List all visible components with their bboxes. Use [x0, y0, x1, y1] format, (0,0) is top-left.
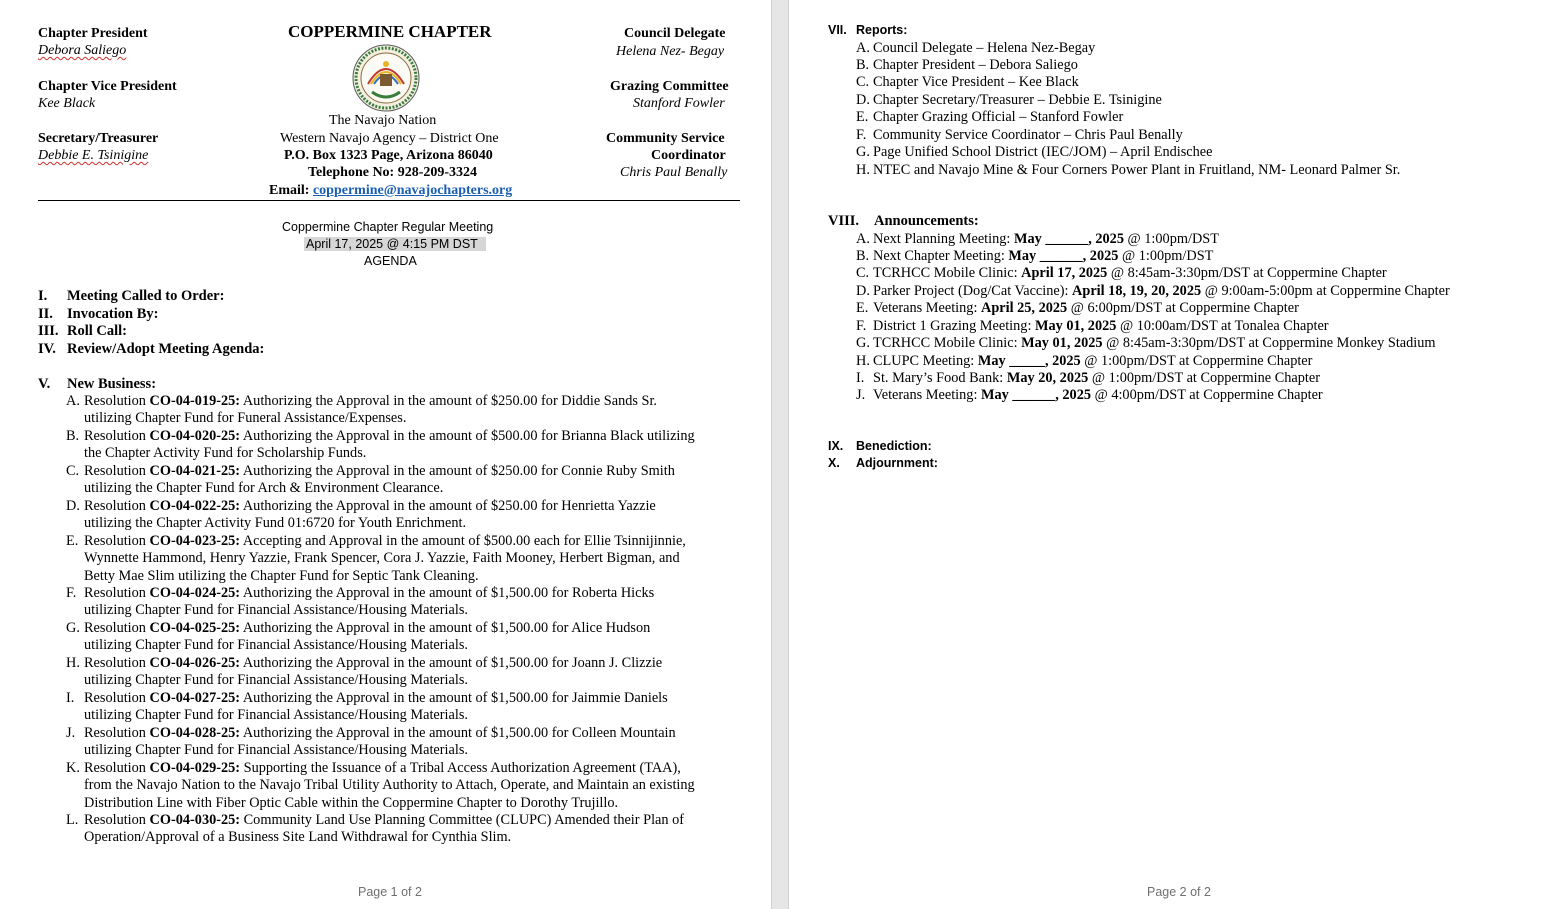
section-new-business: V. New Business:: [38, 376, 157, 392]
resolution-item: K. Resolution CO-04-029-25: Supporting the Issuance of a Tribal Access Authorization Agreement (TAA), from the Navajo Nation to the Navajo Tribal Utility Authority to Attach, Operate, and Maintain an existing Distribution Line with Fiber Optic Cable within the Coppermine Chapter to Dorothy Trujillo.: [66, 760, 695, 811]
section-roll-call: III. Roll Call:: [38, 323, 128, 339]
chapter-email-line: [269, 182, 512, 199]
chapter-name: COPPERMINE CHAPTER: [288, 22, 492, 41]
nation-name: The Navajo Nation: [329, 113, 437, 128]
announcement-item: H. CLUPC Meeting: May _____, 2025 @ 1:00pm/DST at Coppermine Chapter: [856, 353, 1313, 369]
announcement-item: F. District 1 Grazing Meeting: May 01, 2025 @ 10:00am/DST at Tonalea Chapter: [856, 318, 1329, 334]
chapter-address: P.O. Box 1323 Page, Arizona 86040: [284, 148, 493, 163]
vice-president-title: Chapter Vice President: [38, 79, 177, 94]
community-service-title-line2: Coordinator: [651, 148, 726, 163]
report-item: A. Council Delegate – Helena Nez-Begay: [856, 40, 1096, 56]
meeting-title: Coppermine Chapter Regular Meeting: [282, 220, 494, 234]
announcement-item: I. St. Mary’s Food Bank: May 20, 2025 @ 1:00pm/DST at Coppermine Chapter: [856, 370, 1320, 386]
report-item: G. Page Unified School District (IEC/JOM) – April Endischee: [856, 144, 1213, 160]
section-reports: VII. Reports:: [828, 23, 908, 37]
section-invocation: II. Invocation By:: [38, 306, 159, 322]
president-name: Debora Saliego: [38, 43, 127, 58]
resolution-item: J. Resolution CO-04-028-25: Authorizing the Approval in the amount of $1,500.00 for Colleen Mountain utilizing Chapter Fund for Financial Assistance/Housing Materials.: [66, 725, 676, 759]
agenda-label: AGENDA: [364, 254, 417, 268]
page-2-footer: Page 2 of 2: [1147, 885, 1211, 899]
resolution-item: D. Resolution CO-04-022-25: Authorizing the Approval in the amount of $250.00 for Henrietta Yazzie utilizing the Chapter Activity Fund 01:6720 for Youth Enrichment.: [66, 498, 656, 532]
resolution-item: H. Resolution CO-04-026-25: Authorizing the Approval in the amount of $1,500.00 for Joann J. Clizzie utilizing Chapter Fund for Financial Assistance/Housing Materials.: [66, 655, 663, 689]
report-item: H. NTEC and Navajo Mine & Four Corners Power Plant in Fruitland, NM- Leonard Palmer Sr.: [856, 162, 1401, 178]
announcement-item: C. TCRHCC Mobile Clinic: April 17, 2025 @ 8:45am-3:30pm/DST at Coppermine Chapter: [856, 265, 1387, 281]
section-call-to-order: I. Meeting Called to Order:: [38, 288, 225, 304]
announcement-item: E. Veterans Meeting: April 25, 2025 @ 6:00pm/DST at Coppermine Chapter: [856, 300, 1299, 316]
report-item: D. Chapter Secretary/Treasurer – Debbie E. Tsinigine: [856, 92, 1162, 108]
resolution-item: E. Resolution CO-04-023-25: Accepting and Approval in the amount of $500.00 each for Ellie Tsinnijinnie, Wynnette Hammond, Henry Yazzie, Frank Spencer, Cora J. Yazzie, Faith Mooney, Herbert Bigman, and Betty Mae Slim utilizing the Chapter Fund for Septic Tank Cleaning.: [66, 533, 686, 584]
resolution-item: I. Resolution CO-04-027-25: Authorizing the Approval in the amount of $1,500.00 for Jaimmie Daniels utilizing Chapter Fund for Financial Assistance/Housing Materials.: [66, 690, 668, 724]
resolution-item: F. Resolution CO-04-024-25: Authorizing the Approval in the amount of $1,500.00 for Roberta Hicks utilizing Chapter Fund for Financial Assistance/Housing Materials.: [66, 585, 655, 619]
section-announcements: VIII. Announcements:: [828, 213, 979, 229]
announcement-item: G. TCRHCC Mobile Clinic: May 01, 2025 @ 8:45am-3:30pm/DST at Coppermine Monkey Stadium: [856, 335, 1436, 351]
vice-president-name: Kee Black: [38, 96, 96, 111]
announcement-item: A. Next Planning Meeting: May ______, 2025 @ 1:00pm/DST: [856, 231, 1219, 247]
page-gutter: [771, 0, 789, 909]
announcement-item: D. Parker Project (Dog/Cat Vaccine): April 18, 19, 20, 2025 @ 9:00am-5:00pm at Coppermine Chapter: [856, 283, 1450, 299]
page-1-footer: Page 1 of 2: [358, 885, 422, 899]
section-review-agenda: IV. Review/Adopt Meeting Agenda:: [38, 341, 265, 357]
report-item: C. Chapter Vice President – Kee Black: [856, 74, 1079, 90]
resolution-item: C. Resolution CO-04-021-25: Authorizing the Approval in the amount of $250.00 for Connie Ruby Smith utilizing the Chapter Fund for Arch & Environment Clearance.: [66, 463, 675, 497]
section-benediction: IX. Benediction:: [828, 439, 932, 453]
agency-name: Western Navajo Agency – District One: [280, 131, 499, 146]
community-service-title: Community Service: [606, 131, 725, 146]
email-link[interactable]: coppermine@navajochapters.org: [312, 183, 513, 198]
email-label: Email:: [269, 183, 310, 198]
grazing-committee-name: Stanford Fowler: [633, 96, 725, 111]
section-adjournment: X. Adjournment:: [828, 456, 938, 470]
grazing-committee-title: Grazing Committee: [610, 79, 729, 94]
report-item: E. Chapter Grazing Official – Stanford Fowler: [856, 109, 1124, 125]
document-page-1: [0, 0, 771, 909]
secretary-title: Secretary/Treasurer: [38, 131, 159, 146]
header-divider: [38, 200, 740, 201]
navajo-nation-seal-icon: [352, 44, 420, 112]
report-item: F. Community Service Coordinator – Chris Paul Benally: [856, 127, 1183, 143]
council-delegate-name: Helena Nez- Begay: [616, 44, 725, 59]
announcement-item: J. Veterans Meeting: May ______, 2025 @ 4:00pm/DST at Coppermine Chapter: [856, 387, 1323, 403]
secretary-name: Debbie E. Tsinigine: [38, 148, 149, 163]
president-title: Chapter President: [38, 26, 148, 41]
report-item: B. Chapter President – Debora Saliego: [856, 57, 1078, 73]
meeting-date: April 17, 2025 @ 4:15 PM DST: [304, 236, 486, 253]
resolution-item: B. Resolution CO-04-020-25: Authorizing the Approval in the amount of $500.00 for Brianna Black utilizing the Chapter Activity Fund for Scholarship Funds.: [66, 428, 695, 462]
chapter-telephone: Telephone No: 928-209-3324: [308, 165, 478, 180]
resolution-item: L. Resolution CO-04-030-25: Community Land Use Planning Committee (CLUPC) Amended their Plan of Operation/Approval of a Business Site Land Withdrawal for Cynthia Slim.: [66, 812, 685, 846]
resolution-item: A. Resolution CO-04-019-25: Authorizing the Approval in the amount of $250.00 for Diddie Sands Sr. utilizing Chapter Fund for Funeral Assistance/Expenses.: [66, 393, 658, 427]
council-delegate-title: Council Delegate: [624, 26, 726, 41]
community-service-name: Chris Paul Benally: [620, 165, 728, 180]
resolution-item: G. Resolution CO-04-025-25: Authorizing the Approval in the amount of $1,500.00 for Alice Hudson utilizing Chapter Fund for Financial Assistance/Housing Materials.: [66, 620, 651, 654]
announcement-item: B. Next Chapter Meeting: May ______, 2025 @ 1:00pm/DST: [856, 248, 1214, 264]
